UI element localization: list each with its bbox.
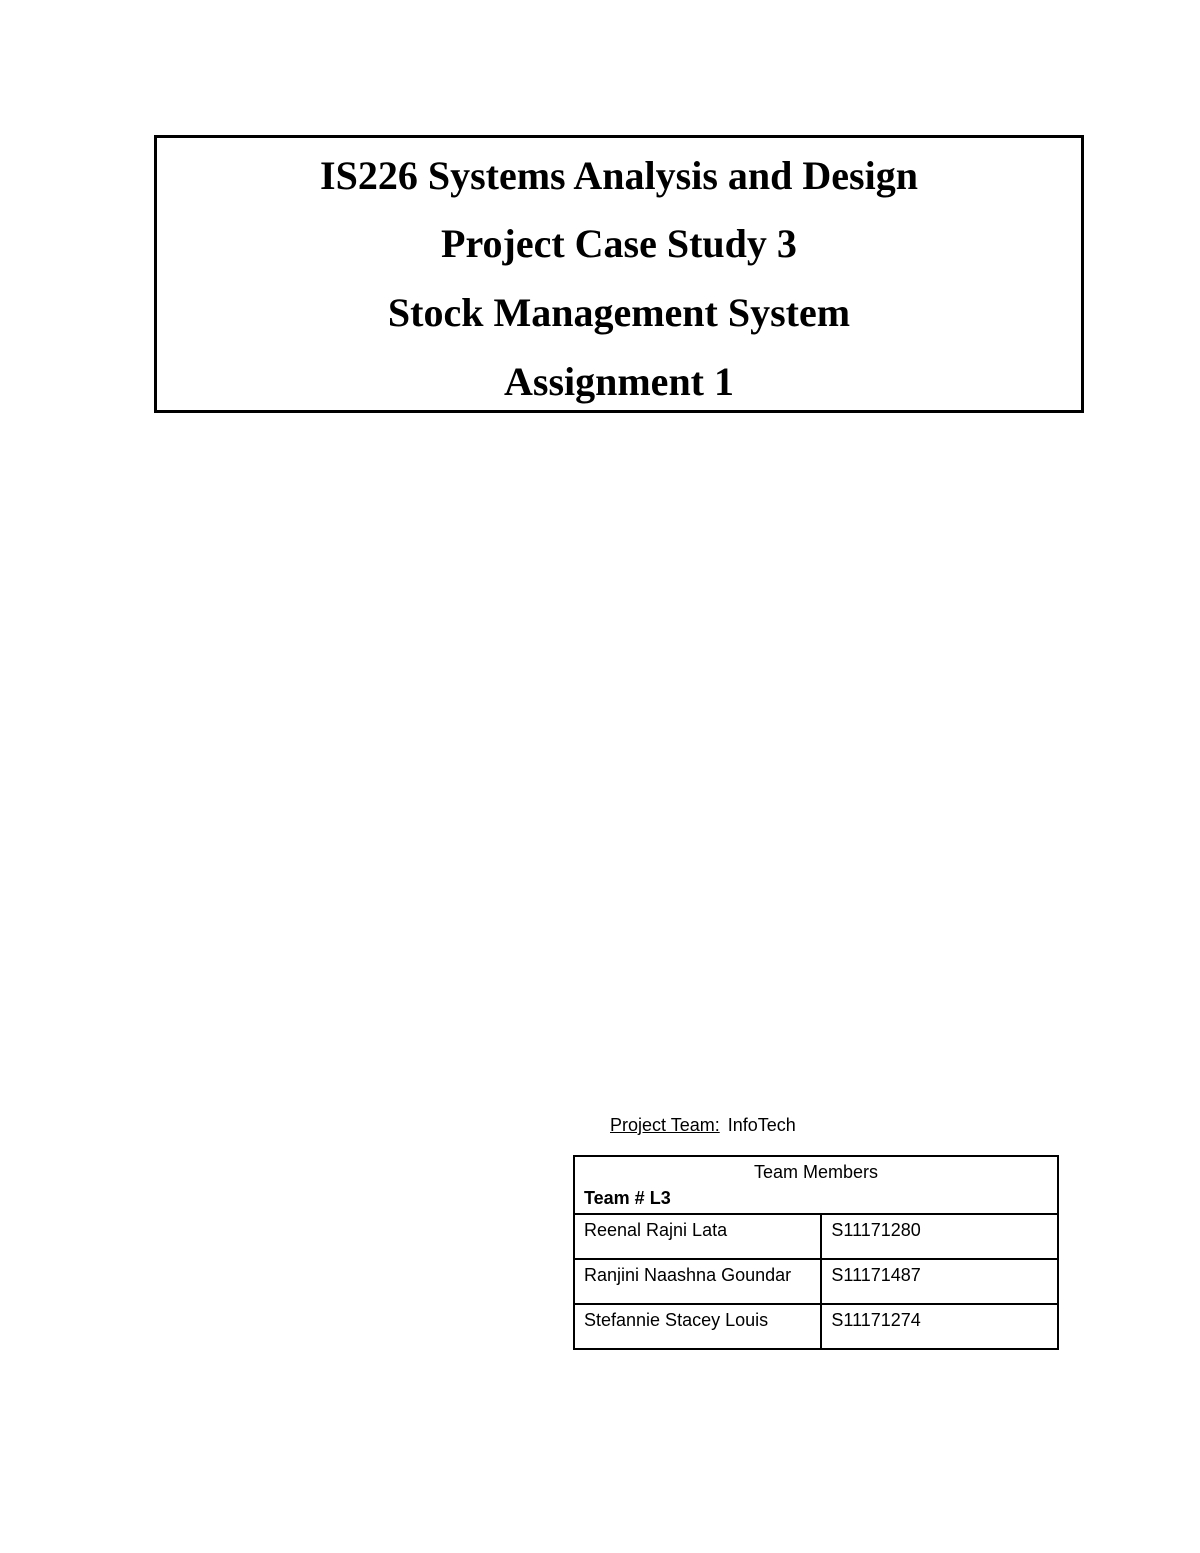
project-team-label: Project Team: [610,1115,720,1135]
table-row [574,1304,1058,1349]
member-name: Reenal Rajni Lata [574,1214,821,1259]
team-members-heading: Team Members [753,1162,879,1182]
member-id: S11171280 [821,1214,1058,1259]
member-name: Stefannie Stacey Louis [574,1304,821,1349]
team-members-table [573,1155,1059,1350]
table-header-cell [574,1156,1058,1214]
assignment-title: Assignment 1 [503,359,735,404]
member-id: S11171274 [821,1304,1058,1349]
system-title: Stock Management System [387,290,851,335]
course-title: IS226 Systems Analysis and Design [320,153,918,198]
table-header-row [574,1156,1058,1214]
table-row [574,1214,1058,1259]
table-row [574,1259,1058,1304]
project-team-line [610,1112,796,1138]
project-team-name: InfoTech [727,1115,796,1135]
member-id: S11171487 [821,1259,1058,1304]
cover-title-box [154,135,1084,413]
case-study-title: Project Case Study 3 [441,221,797,266]
team-number: Team # L3 [584,1188,671,1208]
member-name: Ranjini Naashna Goundar [574,1259,821,1304]
